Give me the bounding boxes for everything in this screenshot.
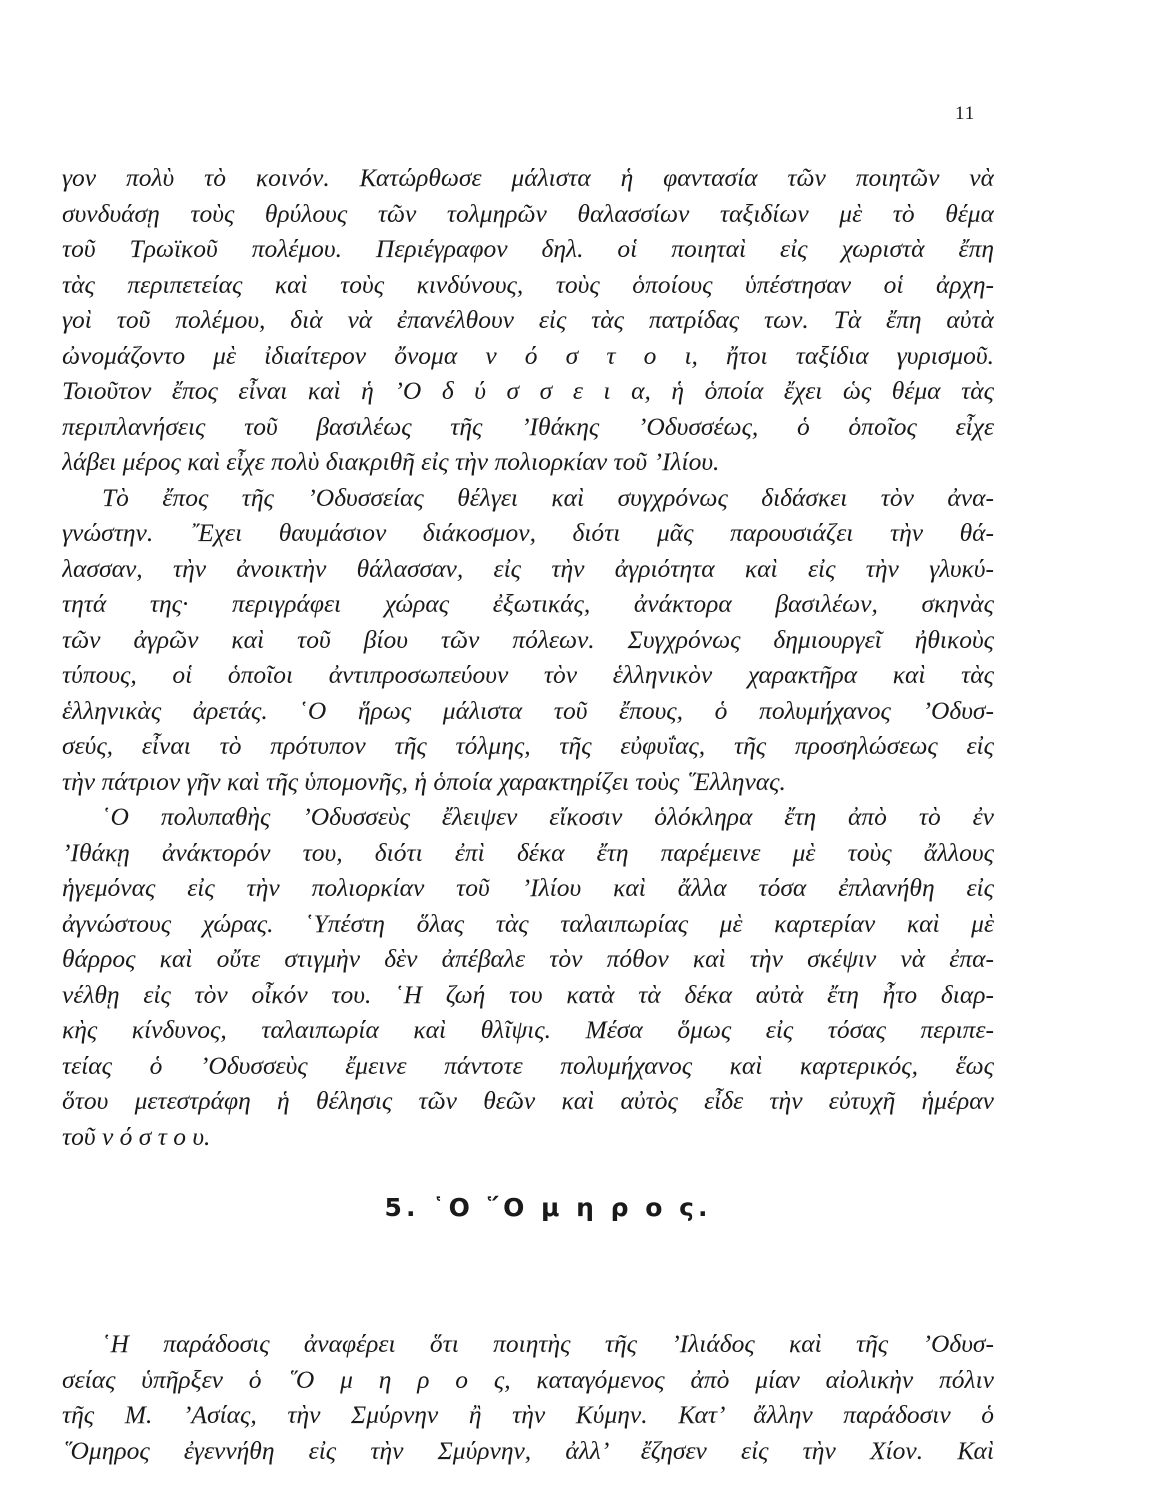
text-line: γον πολὺ τὸ κοινόν. Κατώρθωσε μάλιστα ἡ φαντασία τῶν ποιητῶν νὰ bbox=[62, 163, 994, 192]
text-line: ἡγεμόνας εἰς τὴν πολιορκίαν τοῦ ’Ιλίου καὶ ἄλλα τόσα ἐπλανήθη εἰς bbox=[62, 873, 994, 902]
text-line: σεύς, εἶναι τὸ πρότυπον τῆς τόλμης, τῆς εὐφυΐας, τῆς προσηλώσεως εἰς bbox=[62, 731, 994, 760]
text-line: λασσαν, τὴν ἀνοικτὴν θάλασσαν, εἰς τὴν ἀγριότητα καὶ εἰς τὴν γλυκύ- bbox=[62, 553, 994, 583]
text-line: ῾Ο πολυπαθὴς ’Οδυσσεὺς ἔλειψεν εἴκοσιν ὁλόκληρα ἔτη ἀπὸ τὸ ἐν bbox=[102, 802, 994, 831]
text-line: τῆς Μ. ’Ασίας, τὴν Σμύρνην ἢ τὴν Κύμην. Κατ’ ἄλλην παράδοσιν ὁ bbox=[62, 1400, 994, 1429]
text-line: Τὸ ἔπος τῆς ’Οδυσσείας θέλγει καὶ συγχρόνως διδάσκει τὸν ἀνα- bbox=[102, 482, 994, 512]
text-line: ’Ιθάκῃ ἀνάκτορόν του, διότι ἐπὶ δέκα ἔτη παρέμεινε μὲ τοὺς ἄλλους bbox=[62, 837, 994, 867]
text-line: γνώστην. ῎Εχει θαυμάσιον διάκοσμον, διότι μᾶς παρουσιάζει τὴν θά- bbox=[62, 518, 994, 547]
text-line: ὠνομάζοντο μὲ ἰδιαίτερον ὄνομα ν ό σ τ ο ι, ἤτοι ταξίδια γυρισμοῦ. bbox=[62, 340, 994, 370]
text-line: συνδυάσῃ τοὺς θρύλους τῶν τολμηρῶν θαλασσίων ταξιδίων μὲ τὸ θέμα bbox=[62, 198, 994, 228]
text-line: τύπους, οἱ ὁποῖοι ἀντιπροσωπεύουν τὸν ἑλληνικὸν χαρακτῆρα καὶ τὰς bbox=[62, 660, 994, 689]
text-line: ἑλληνικὰς ἀρετάς. ῾Ο ἥρως μάλιστα τοῦ ἔπους, ὁ πολυμήχανος ’Οδυσ- bbox=[62, 695, 994, 725]
text-line: τῶν ἀγρῶν καὶ τοῦ βίου τῶν πόλεων. Συγχρόνως δημιουργεῖ ἠθικοὺς bbox=[62, 624, 994, 654]
text-line: τητά της· περιγράφει χώρας ἐξωτικάς, ἀνάκτορα βασιλέων, σκηνὰς bbox=[62, 589, 994, 618]
text-line: Τοιοῦτον ἔπος εἶναι καὶ ἡ ’Ο δ ύ σ σ ε ι α, ἡ ὁποία ἔχει ὡς θέμα τὰς bbox=[62, 376, 994, 405]
text-line: νέλθῃ εἰς τὸν οἶκόν του. ῾Η ζωή του κατὰ τὰ δέκα αὐτὰ ἔτη ἦτο διαρ- bbox=[62, 979, 994, 1009]
text-line: θάρρος καὶ οὔτε στιγμὴν δὲν ἀπέβαλε τὸν πόθον καὶ τὴν σκέψιν νὰ ἐπα- bbox=[62, 944, 994, 973]
section-heading: 5. ῾Ο ῞Ο μ η ρ ο ς. bbox=[384, 1193, 712, 1222]
page-number: 11 bbox=[955, 103, 976, 124]
text-line: γοὶ τοῦ πολέμου, διὰ νὰ ἐπανέλθουν εἰς τὰς πατρίδας των. Τὰ ἔπη αὐτὰ bbox=[62, 305, 994, 334]
text-line: τοῦ ν ό σ τ ο υ. bbox=[62, 1121, 211, 1151]
text-line: τείας ὁ ’Οδυσσεὺς ἔμεινε πάντοτε πολυμήχανος καὶ καρτερικός, ἕως bbox=[62, 1050, 994, 1080]
text-line: περιπλανήσεις τοῦ βασιλέως τῆς ’Ιθάκης ’Οδυσσέως, ὁ ὁποῖος εἶχε bbox=[62, 411, 994, 441]
body-text-bottom bbox=[62, 1326, 994, 1468]
text-line: ὅτου μετεστράφη ἡ θέλησις τῶν θεῶν καὶ αὐτὸς εἶδε τὴν εὐτυχῆ ἡμέραν bbox=[62, 1086, 994, 1115]
text-line: σείας ὑπῆρξεν ὁ ῞Ο μ η ρ ο ς, καταγόμενος ἀπὸ μίαν αἰολικὴν πόλιν bbox=[62, 1364, 994, 1394]
text-line: ἀγνώστους χώρας. ῾Υπέστη ὅλας τὰς ταλαιπωρίας μὲ καρτερίαν καὶ μὲ bbox=[62, 908, 994, 938]
text-line: λάβει μέρος καὶ εἶχε πολὺ διακριθῆ εἰς τὴν πολιορκίαν τοῦ ’Ιλίου. bbox=[62, 447, 720, 476]
body-text-top bbox=[62, 160, 994, 1154]
text-line: ῾Η παράδοσις ἀναφέρει ὅτι ποιητὴς τῆς ’Ιλιάδος καὶ τῆς ’Οδυσ- bbox=[102, 1329, 994, 1358]
text-line: ῞Ομηρος ἐγεννήθη εἰς τὴν Σμύρνην, ἀλλ’ ἔζησεν εἰς τὴν Χίον. Καὶ bbox=[62, 1435, 994, 1465]
text-line: τοῦ Τρωϊκοῦ πολέμου. Περιέγραφον δηλ. οἱ ποιηταὶ εἰς χωριστὰ ἔπη bbox=[62, 234, 994, 263]
text-line: κὴς κίνδυνος, ταλαιπωρία καὶ θλῖψις. Μέσα ὅμως εἰς τόσας περιπε- bbox=[62, 1015, 994, 1044]
text-line: τὴν πάτριον γῆν καὶ τῆς ὑπομονῆς, ἡ ὁποία χαρακτηρίζει τοὺς ῞Ελληνας. bbox=[62, 766, 786, 796]
text-line: τὰς περιπετείας καὶ τοὺς κινδύνους, τοὺς ὁποίους ὑπέστησαν οἱ ἀρχη- bbox=[62, 269, 994, 299]
